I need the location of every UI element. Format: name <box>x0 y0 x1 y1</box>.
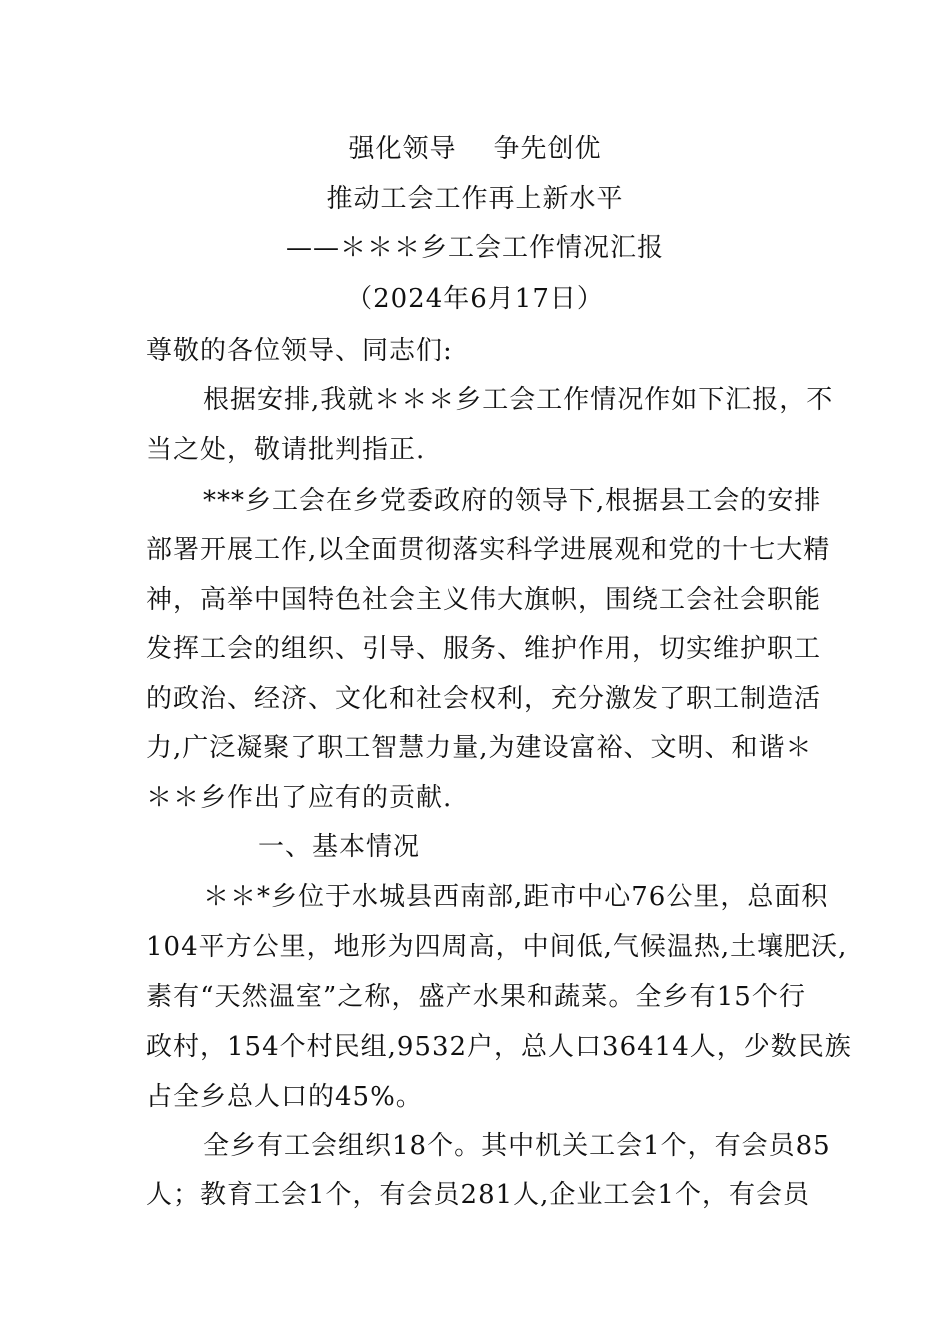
para1-line-7: ＊＊乡作出了应有的贡献. <box>146 783 453 813</box>
para1-line-1: ***乡工会在乡党委政府的领导下,根据县工会的安排 <box>203 486 822 516</box>
para1-line-6: 力,广泛凝聚了职工智慧力量,为建设富裕、文明、和谐＊ <box>146 733 813 763</box>
para1-line-2: 部署开展工作,以全面贯彻落实科学进展观和党的十七大精 <box>146 535 831 565</box>
para2-line-2: 104平方公里，地形为四周高，中间低,气候温热,土壤肥沃, <box>146 932 848 962</box>
title-line-1: 强化领导 争先创优 <box>348 134 602 164</box>
para2-line-5: 占全乡总人口的45%。 <box>146 1082 423 1112</box>
para3-line-1: 全乡有工会组织18个。其中机关工会1个，有会员85 <box>203 1131 831 1161</box>
para1-line-3: 神，高举中国特色社会主义伟大旗帜，围绕工会社会职能 <box>146 585 822 615</box>
para2-line-4: 政村，154个村民组,9532户，总人口36414人，少数民族 <box>146 1032 852 1062</box>
para1-line-4: 发挥工会的组织、引导、服务、维护作用，切实维护职工 <box>146 634 822 664</box>
para2-line-1: ＊＊*乡位于水城县西南部,距市中心76公里，总面积 <box>203 882 829 912</box>
salutation: 尊敬的各位领导、同志们: <box>146 336 453 366</box>
intro-line-1: 根据安排,我就＊＊＊乡工会工作情况作如下汇报，不 <box>203 385 834 415</box>
title-line-2: 推动工会工作再上新水平 <box>326 184 624 214</box>
para2-line-3: 素有“天然温室”之称，盛产水果和蔬菜。全乡有15个行 <box>146 982 806 1012</box>
intro-line-2: 当之处，敬请批判指正. <box>146 435 426 465</box>
section-heading-basic: 一、基本情况 <box>258 832 421 862</box>
report-date: （2024年6月17日） <box>346 284 604 314</box>
para3-line-2: 人；教育工会1个，有会员281人,企业工会1个，有会员 <box>146 1180 810 1210</box>
para1-line-5: 的政治、经济、文化和社会权利，充分激发了职工制造活 <box>146 684 822 714</box>
title-line-3: ——＊＊＊乡工会工作情况汇报 <box>285 233 664 263</box>
